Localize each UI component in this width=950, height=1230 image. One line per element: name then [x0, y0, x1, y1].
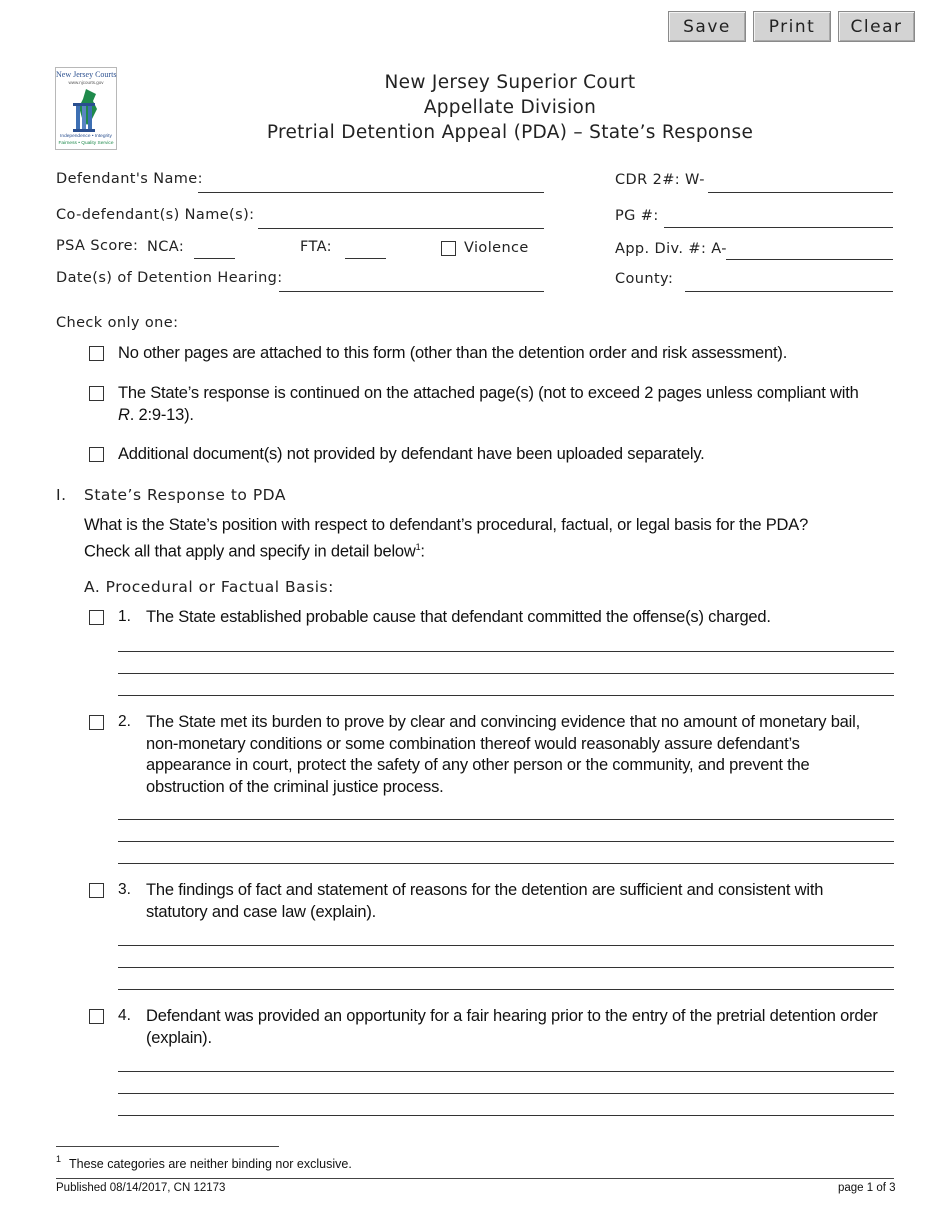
cdr-field[interactable]: [708, 192, 893, 193]
footnote-ref: 1: [415, 541, 421, 552]
pg-label: PG #:: [615, 208, 659, 224]
page-number: page 1 of 3: [838, 1182, 896, 1194]
item-2-checkbox[interactable]: [89, 715, 104, 730]
item-4-line-3[interactable]: [118, 1115, 894, 1116]
nj-courts-logo: [55, 67, 117, 150]
item-3-line-1[interactable]: [118, 945, 894, 946]
item-3-number: 3.: [118, 881, 131, 898]
item-1-number: 1.: [118, 608, 131, 625]
item-1-checkbox[interactable]: [89, 610, 104, 625]
item-3-text: The findings of fact and statement of reasons for the detention are sufficient and consistent with statutory and case law (explain).: [146, 881, 824, 921]
nca-field[interactable]: [194, 258, 235, 259]
item-4-line-2[interactable]: [118, 1093, 894, 1094]
no-pages-option: No other pages are attached to this form (other than the detention order and risk assessment).: [118, 344, 788, 362]
logo-title: New Jersey Courts: [56, 70, 117, 79]
question-line-1: What is the State’s position with respect to defendant’s procedural, factual, or legal basis for the PDA?: [84, 516, 809, 534]
print-button[interactable]: Print: [753, 11, 831, 42]
division-title: Appellate Division: [423, 97, 597, 118]
psa-score-label: PSA Score:: [56, 238, 139, 254]
check-only-one-heading: Check only one:: [56, 315, 179, 331]
item-3-line-2[interactable]: [118, 967, 894, 968]
county-label: County:: [615, 271, 674, 287]
additional-docs-option: Additional document(s) not provided by defendant have been uploaded separately.: [118, 445, 705, 463]
rule-reference: R: [118, 405, 130, 424]
cdr-label: CDR 2#: W-: [615, 172, 705, 188]
item-2-line-2[interactable]: [118, 841, 894, 842]
item-4-text: Defendant was provided an opportunity for a fair hearing prior to the entry of the pretrial detention order (explain).: [146, 1007, 878, 1047]
item-1-line-1[interactable]: [118, 651, 894, 652]
nca-label: NCA:: [147, 239, 185, 255]
item-3-checkbox[interactable]: [89, 883, 104, 898]
item-4-checkbox[interactable]: [89, 1009, 104, 1024]
item-2-number: 2.: [118, 713, 131, 730]
question-colon: :: [420, 542, 425, 560]
logo-motto-1: Independence • Integrity: [60, 134, 112, 139]
pg-field[interactable]: [664, 227, 893, 228]
section-number: I.: [56, 486, 67, 504]
additional-docs-checkbox[interactable]: [89, 447, 104, 462]
continued-option: [118, 383, 898, 426]
violence-checkbox[interactable]: [441, 241, 456, 256]
section-title: State’s Response to PDA: [84, 486, 286, 504]
detention-dates-field[interactable]: [279, 291, 544, 292]
codefendant-names-field[interactable]: [258, 228, 544, 229]
item-4-line-1[interactable]: [118, 1071, 894, 1072]
clear-button[interactable]: Clear: [838, 11, 915, 42]
form-title: Pretrial Detention Appeal (PDA) – State’s Response: [266, 122, 754, 143]
footnote-text: These categories are neither binding nor exclusive.: [69, 1157, 352, 1171]
item-2-line-1[interactable]: [118, 819, 894, 820]
continued-option-text: The State’s response is continued on the attached page(s) (not to exceed 2 pages unless compliant with: [118, 384, 859, 402]
question-line-2: Check all that apply and specify in detail below: [84, 542, 416, 560]
item-1-line-2[interactable]: [118, 673, 894, 674]
continued-checkbox[interactable]: [89, 386, 104, 401]
item-2-text: The State met its burden to prove by clear and convincing evidence that no amount of monetary bail, non-monetary conditions or some combination thereof would reasonably assure defendant’s appearance in court, protect the safety of any other person or the community, and prevent the obstruction of the criminal justice process.: [146, 713, 860, 796]
defendant-name-label: Defendant's Name:: [56, 171, 203, 187]
item-1-line-3[interactable]: [118, 695, 894, 696]
footnote-divider: [56, 1146, 279, 1147]
violence-label: Violence: [464, 240, 529, 256]
app-div-label: App. Div. #: A-: [615, 241, 727, 257]
fta-field[interactable]: [345, 258, 386, 259]
fta-label: FTA:: [300, 239, 332, 255]
item-3-line-3[interactable]: [118, 989, 894, 990]
item-4-number: 4.: [118, 1007, 131, 1024]
item-2-line-3[interactable]: [118, 863, 894, 864]
codefendant-names-label: Co-defendant(s) Name(s):: [56, 207, 255, 223]
rule-number: . 2:9-13).: [129, 405, 194, 424]
save-button[interactable]: Save: [668, 11, 746, 42]
footnote-mark: 1: [56, 1154, 62, 1164]
section-question: [84, 515, 894, 563]
nj-seal-icon: [56, 85, 116, 135]
footer-divider: [56, 1178, 894, 1179]
app-div-field[interactable]: [726, 259, 893, 260]
defendant-name-field[interactable]: [198, 192, 544, 193]
logo-url: www.njcourts.gov: [68, 80, 104, 85]
county-field[interactable]: [685, 291, 893, 292]
no-pages-checkbox[interactable]: [89, 346, 104, 361]
subsection-a-title: A. Procedural or Factual Basis:: [84, 578, 334, 596]
published-info: Published 08/14/2017, CN 12173: [56, 1182, 226, 1194]
court-title: New Jersey Superior Court: [384, 72, 636, 93]
logo-motto-2: Fairness • Quality Service: [58, 141, 114, 146]
detention-dates-label: Date(s) of Detention Hearing:: [56, 270, 283, 286]
item-1-text: The State established probable cause that defendant committed the offense(s) charged.: [146, 608, 771, 626]
